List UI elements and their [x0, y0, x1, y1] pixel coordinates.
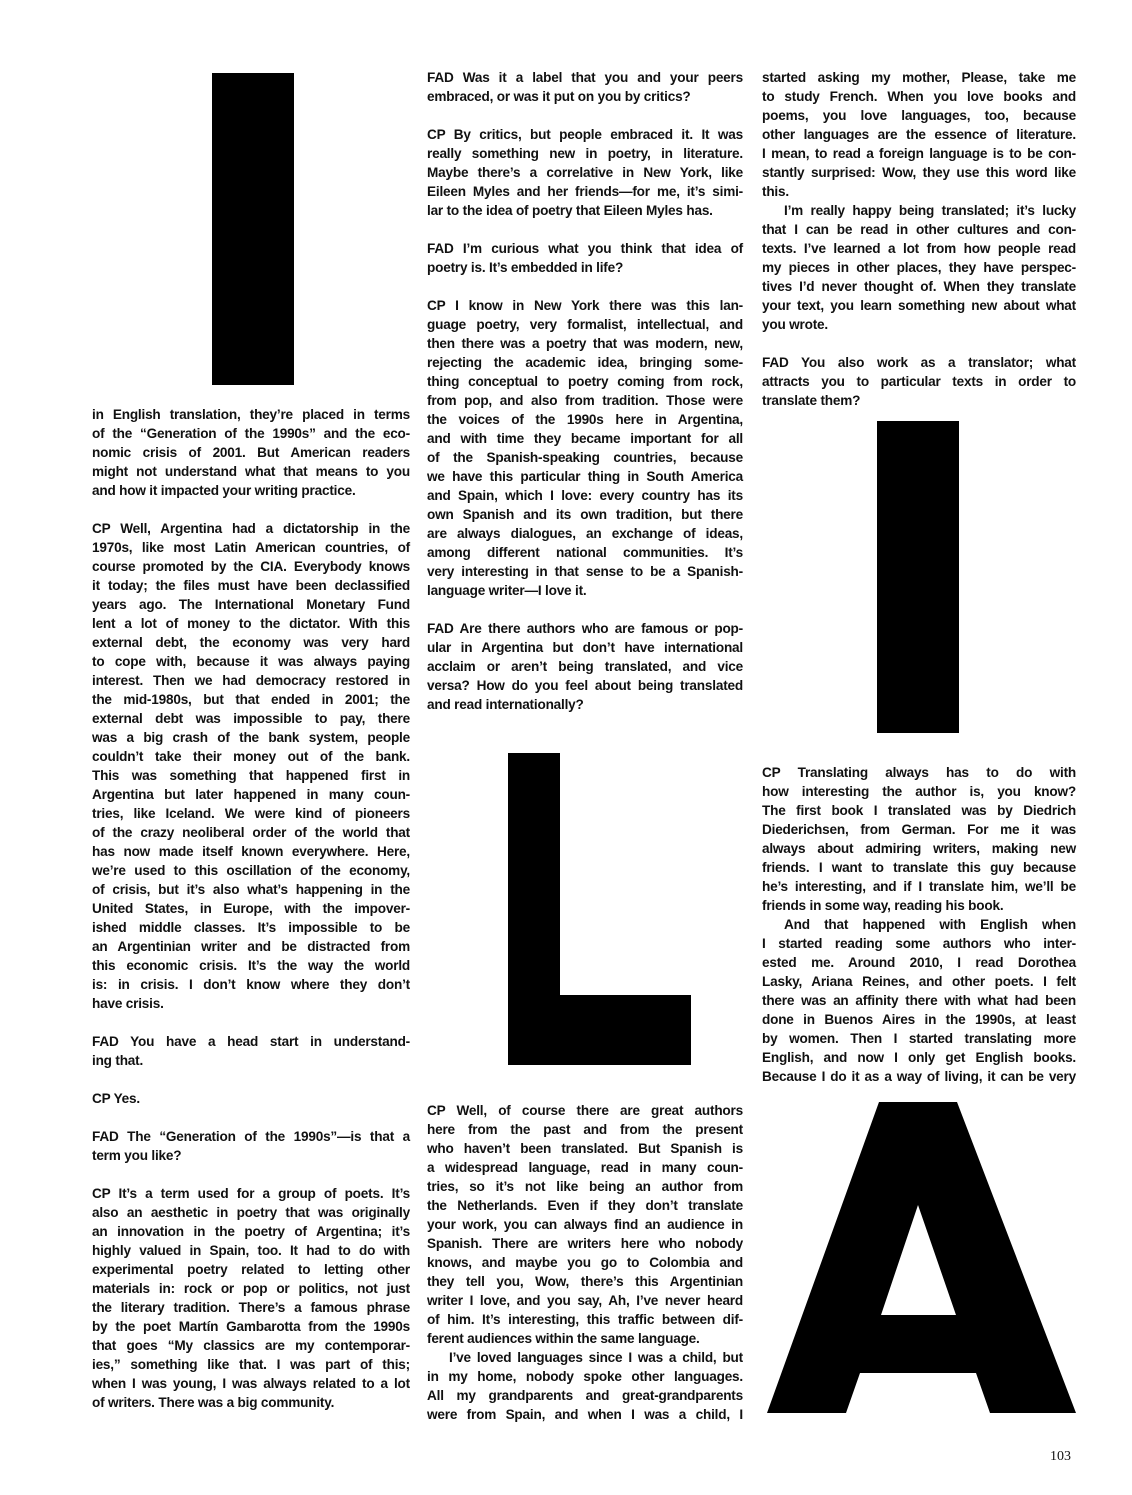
text-line: when I was young, I was always related to a lot	[92, 1376, 410, 1391]
text-line: here from the past and from the present	[427, 1122, 743, 1137]
initial-letter-l	[508, 753, 691, 1065]
text-line: who haven’t been translated. But Spanish is	[427, 1141, 743, 1156]
text-line: FAD You have a head start in understand-	[92, 1034, 410, 1049]
paragraph	[762, 763, 1076, 915]
text-line: couldn’t take their money out of the bank.	[92, 749, 410, 764]
text-line: lar to the idea of poetry that Eileen Myles has.	[427, 203, 713, 218]
text-line: Spanish. There are writers here who nobody	[427, 1236, 743, 1251]
text-line: my pieces in other places, they have perspec-	[762, 260, 1076, 275]
text-line: by the poet Martín Gambarotta from the 1990s	[92, 1319, 410, 1334]
text-line: United States, in Europe, with the impover-	[92, 901, 410, 916]
text-line: Maybe there’s a correlative in New York, like	[427, 165, 743, 180]
paragraph	[762, 201, 1076, 334]
text-line: experimental poetry related to letting other	[92, 1262, 410, 1277]
text-line: CP Well, of course there are great authors	[427, 1103, 743, 1118]
text-line: ular in Argentina but don’t have international	[427, 640, 743, 655]
text-line: FAD The “Generation of the 1990s”—is that a	[92, 1129, 410, 1144]
text-line: tries, so it’s not like being an author from	[427, 1179, 743, 1194]
text-line: ies,” something like that. I was part of this;	[92, 1357, 410, 1372]
text-line: guage poetry, very formalist, intellectual, and	[427, 317, 743, 332]
text-line: are always dialogues, an exchange of ideas,	[427, 526, 743, 541]
text-line: years ago. The International Monetary Fund	[92, 597, 410, 612]
text-line: I’m really happy being translated; it’s lucky	[784, 203, 1076, 218]
paragraph	[92, 1032, 410, 1070]
text-line: done in Buenos Aires in the 1990s, at least	[762, 1012, 1076, 1027]
text-line: lent a lot of money to the dictator. With this	[92, 616, 410, 631]
text-line: an innovation in the poetry of Argentina; it’s	[92, 1224, 410, 1239]
text-line: in my home, nobody spoke other languages.	[427, 1369, 743, 1384]
text-line: of crisis, but it’s also what’s happening in the	[92, 882, 410, 897]
text-line: CP I know in New York there was this lan-	[427, 298, 743, 313]
column-2	[427, 68, 743, 733]
paragraph	[427, 296, 743, 600]
text-line: ested me. Around 2010, I read Dorothea	[762, 955, 1076, 970]
text-line: knows, and maybe you go to Colombia and	[427, 1255, 743, 1270]
text-line: we’re used to this oscillation of the economy,	[92, 863, 410, 878]
text-line: Because I do it as a way of living, it can be very	[762, 1069, 1076, 1084]
text-line: I’ve loved languages since I was a child, but	[449, 1350, 743, 1365]
text-line: of him. It’s interesting, this traffic between dif-	[427, 1312, 743, 1327]
text-line: of writers. There was a big community.	[92, 1395, 335, 1410]
text-line: really something new in poetry, in literature.	[427, 146, 743, 161]
text-line: versa? How do you feel about being translated	[427, 678, 743, 693]
text-line: Lasky, Ariana Reines, and other poets. I felt	[762, 974, 1076, 989]
initial-letter-i-2	[877, 421, 959, 733]
paragraph	[92, 1127, 410, 1165]
text-line: this economic crisis. It’s the way the world	[92, 958, 410, 973]
text-line: FAD I’m curious what you think that idea of	[427, 241, 743, 256]
text-line: All my grandparents and great-grandparents	[427, 1388, 743, 1403]
text-line: and read internationally?	[427, 697, 584, 712]
paragraph	[762, 915, 1076, 1086]
text-line: materials in: rock or pop or politics, not just	[92, 1281, 410, 1296]
text-line: Eileen Myles and her friends—for me, it’s simi-	[427, 184, 743, 199]
text-line: always about admiring writers, making new	[762, 841, 1076, 856]
text-line: term you like?	[92, 1148, 182, 1163]
text-line: poetry is. It’s embedded in life?	[427, 260, 624, 275]
text-line: attracts you to particular texts in order to	[762, 374, 1076, 389]
text-line: and with time they became important for all	[427, 431, 743, 446]
text-line: FAD Was it a label that you and your peers	[427, 70, 743, 85]
text-line: CP Yes.	[92, 1091, 140, 1106]
paragraph	[427, 68, 743, 106]
text-line: friends. I want to translate this guy because	[762, 860, 1076, 875]
text-line: by women. Then I started translating more	[762, 1031, 1076, 1046]
page-number: 103	[1050, 1449, 1071, 1464]
text-line: has now made itself known everywhere. Here,	[92, 844, 410, 859]
text-line: Argentina but later happened in many coun-	[92, 787, 410, 802]
text-line: you wrote.	[762, 317, 828, 332]
text-line: rejecting the academic idea, bringing some-	[427, 355, 743, 370]
text-line: they tell you, Wow, there’s this Argentinian	[427, 1274, 743, 1289]
text-line: I mean, to read a foreign language is to be con-	[762, 146, 1076, 161]
text-line: highly valued in Spain, too. It had to do with	[92, 1243, 410, 1258]
text-line: tives I’d never thought of. When they translate	[762, 279, 1076, 294]
initial-letter-a	[767, 1102, 1077, 1414]
text-line: to cope with, because it was always paying	[92, 654, 410, 669]
text-line: friends in some way, reading his book.	[762, 898, 1004, 913]
text-line: very interesting in that sense to be a Spanish-	[427, 564, 743, 579]
text-line: a widespread language, read in many coun-	[427, 1160, 743, 1175]
text-line: ferent audiences within the same language.	[427, 1331, 700, 1346]
text-line: started asking my mother, Please, take me	[762, 70, 1076, 85]
text-line: translate them?	[762, 393, 861, 408]
column-1	[92, 405, 410, 1431]
text-line: language writer—I love it.	[427, 583, 587, 598]
text-line: writer I love, and you say, Ah, I’ve never heard	[427, 1293, 743, 1308]
text-line: external debt was impossible to pay, there	[92, 711, 410, 726]
text-line: The first book I translated was by Diedrich	[762, 803, 1076, 818]
text-line: was a big crash of the bank system, people	[92, 730, 410, 745]
text-line: of the Spanish-speaking countries, because	[427, 450, 743, 465]
text-line: external debt, the economy was very hard	[92, 635, 410, 650]
text-line: own Spanish and its own tradition, but there	[427, 507, 743, 522]
paragraph	[427, 1101, 743, 1348]
text-line: interest. Then we had democracy restored in	[92, 673, 410, 688]
text-line: English, and now I only get English books.	[762, 1050, 1076, 1065]
text-line: course promoted by the CIA. Everybody knows	[92, 559, 410, 574]
text-line: to study French. When you love books and	[762, 89, 1076, 104]
text-line: he’s interesting, and if I translate him, we’ll be	[762, 879, 1076, 894]
text-line: the Netherlands. Even if they don’t translate	[427, 1198, 743, 1213]
text-line: CP Well, Argentina had a dictatorship in the	[92, 521, 410, 536]
text-line: we have this particular thing in South America	[427, 469, 743, 484]
text-line: embraced, or was it put on you by critics?	[427, 89, 691, 104]
column-3	[762, 68, 1076, 429]
paragraph	[427, 1348, 743, 1424]
paragraph	[92, 405, 410, 500]
text-line: FAD Are there authors who are famous or pop-	[427, 621, 743, 636]
text-line: were from Spain, and when I was a child, I	[427, 1407, 743, 1422]
text-line: of the crazy neoliberal order of the world that	[92, 825, 410, 840]
paragraph	[762, 353, 1076, 410]
text-line: your work, you can always find an audience in	[427, 1217, 743, 1232]
text-line: how interesting the author is, you know?	[762, 784, 1076, 799]
text-line: CP By critics, but people embraced it. It was	[427, 127, 743, 142]
text-line: your text, you learn something new about what	[762, 298, 1076, 313]
text-line: other languages are the essence of literature.	[762, 127, 1076, 142]
text-line: there was an affinity there with what had been	[762, 993, 1076, 1008]
paragraph	[427, 125, 743, 220]
text-line: I started reading some authors who inter-	[762, 936, 1076, 951]
column-2-continued	[427, 1101, 743, 1443]
text-line: then there was a poetry that was modern, new,	[427, 336, 743, 351]
text-line: ing that.	[92, 1053, 144, 1068]
text-line: in English translation, they’re placed in terms	[92, 407, 410, 422]
text-line: poems, you love languages, too, because	[762, 108, 1076, 123]
text-line: Diederichsen, from German. For me it was	[762, 822, 1076, 837]
text-line: 1970s, like most Latin American countries, of	[92, 540, 410, 555]
text-line: the mid-1980s, but that ended in 2001; the	[92, 692, 410, 707]
paragraph	[427, 619, 743, 714]
text-line: And that happened with English when	[784, 917, 1076, 932]
text-line: and Spain, which I love: every country has its	[427, 488, 743, 503]
paragraph	[762, 68, 1076, 201]
text-line: is: in crisis. I don’t know where they don’t	[92, 977, 410, 992]
text-line: it today; the files must have been declassified	[92, 578, 410, 593]
text-line: ished middle classes. It’s impossible to be	[92, 920, 410, 935]
text-line: tries, like Iceland. We were kind of pioneers	[92, 806, 410, 821]
text-line: nomic crisis of 2001. But American readers	[92, 445, 410, 460]
text-line: also an aesthetic in poetry that was originally	[92, 1205, 410, 1220]
text-line: acclaim or aren’t being translated, and vice	[427, 659, 743, 674]
paragraph	[92, 519, 410, 1013]
paragraph	[427, 239, 743, 277]
text-line: among different national communities. It’s	[427, 545, 743, 560]
paragraph	[92, 1089, 410, 1108]
text-line: this.	[762, 184, 789, 199]
text-line: that I can be read in other cultures and con-	[762, 222, 1076, 237]
text-line: have crisis.	[92, 996, 164, 1011]
text-line: from pop, and also from tradition. Those were	[427, 393, 743, 408]
text-line: and how it impacted your writing practice.	[92, 483, 356, 498]
text-line: CP Translating always has to do with	[762, 765, 1076, 780]
initial-letter-i-1	[212, 73, 294, 385]
text-line: stantly surprised: Wow, they use this word like	[762, 165, 1076, 180]
text-line: FAD You also work as a translator; what	[762, 355, 1076, 370]
text-line: This was something that happened first in	[92, 768, 410, 783]
text-line: of the “Generation of the 1990s” and the eco-	[92, 426, 410, 441]
text-line: CP It’s a term used for a group of poets. It’s	[92, 1186, 410, 1201]
column-3-continued	[762, 763, 1076, 1105]
text-line: texts. I’ve learned a lot from how people read	[762, 241, 1076, 256]
text-line: the literary tradition. There’s a famous phrase	[92, 1300, 410, 1315]
text-line: the voices of the 1990s here in Argentina,	[427, 412, 743, 427]
text-line: that goes “My classics are my contemporar-	[92, 1338, 410, 1353]
text-line: thing conceptual to poetry coming from rock,	[427, 374, 743, 389]
paragraph	[92, 1184, 410, 1412]
text-line: an Argentinian writer and be distracted from	[92, 939, 410, 954]
text-line: might not understand what that means to you	[92, 464, 410, 479]
